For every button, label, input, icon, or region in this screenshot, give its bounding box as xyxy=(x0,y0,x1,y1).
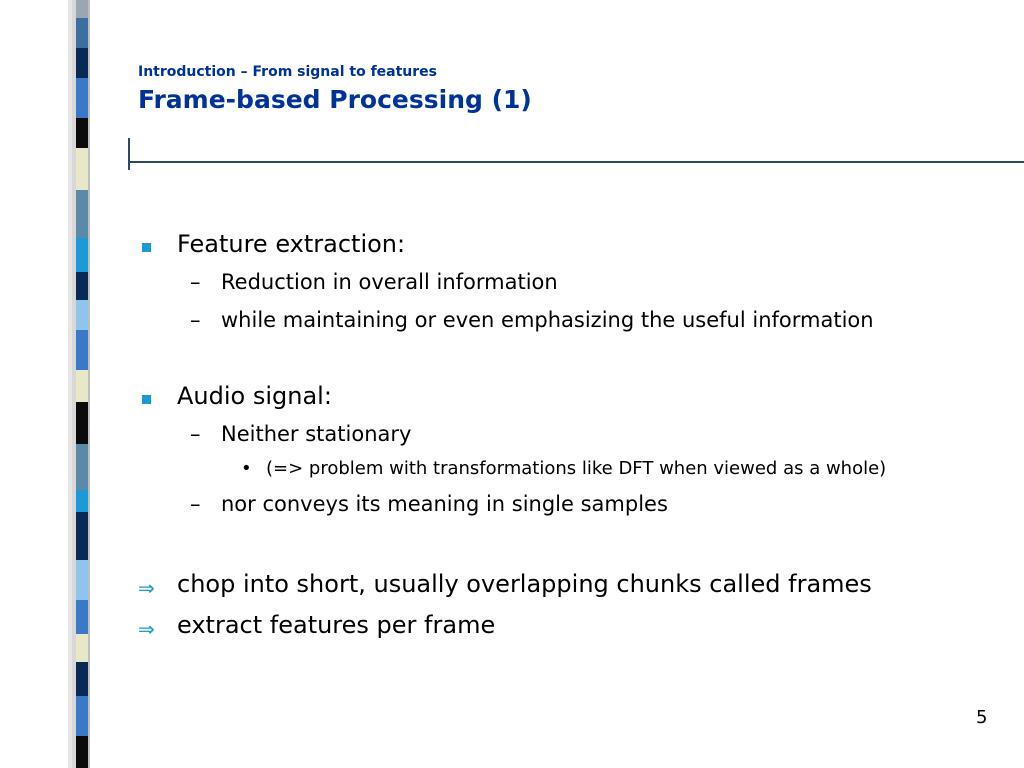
sub-bullet-neither-stationary: Neither stationary xyxy=(221,422,412,446)
stripe-segment xyxy=(76,444,88,490)
stripe-segment xyxy=(76,0,88,18)
dot-bullet-icon: • xyxy=(241,458,252,479)
stripe-segment xyxy=(76,402,88,444)
slide-subtitle: Introduction – From signal to features xyxy=(138,64,438,80)
stripe-segment xyxy=(76,48,88,78)
stripe-segment xyxy=(76,330,88,370)
stripe-segment xyxy=(76,512,88,560)
bullet-feature-extraction: Feature extraction: xyxy=(177,230,406,258)
implies-arrow-icon: ⇒ xyxy=(138,617,155,641)
stripe-segment xyxy=(76,490,88,512)
stripe-segment xyxy=(76,696,88,736)
left-decorative-stripe xyxy=(72,0,90,768)
sub-sub-bullet-dft-problem: (=> problem with transformations like DFT when viewed as a whole) xyxy=(266,458,887,479)
stripe-segment xyxy=(76,148,88,190)
bullet-audio-signal: Audio signal: xyxy=(177,382,332,410)
dash-bullet-icon: – xyxy=(190,270,201,294)
stripe-segment xyxy=(76,600,88,634)
stripe-segment xyxy=(76,272,88,300)
stripe-segment xyxy=(76,18,88,48)
title-rule-tick xyxy=(128,138,130,170)
conclusion-extract-features: extract features per frame xyxy=(177,611,496,639)
stripe-segment xyxy=(76,662,88,696)
stripe-segment xyxy=(76,370,88,402)
dash-bullet-icon: – xyxy=(190,308,201,332)
stripe-segment xyxy=(76,300,88,330)
sub-bullet-maintaining: while maintaining or even emphasizing the useful information xyxy=(221,308,874,332)
stripe-edge xyxy=(88,0,90,768)
square-bullet-icon xyxy=(142,395,151,404)
stripe-segment xyxy=(76,634,88,662)
conclusion-chop-frames: chop into short, usually overlapping chunks called frames xyxy=(177,570,872,598)
stripe-segment xyxy=(76,560,88,600)
dash-bullet-icon: – xyxy=(190,422,201,446)
stripe-segment xyxy=(76,736,88,768)
stripe-segment xyxy=(76,118,88,148)
stripe-segment xyxy=(76,190,88,238)
square-bullet-icon xyxy=(142,243,151,252)
stripe-segment xyxy=(76,238,88,272)
sub-bullet-reduction: Reduction in overall information xyxy=(221,270,558,294)
stripe-segment xyxy=(76,78,88,118)
dash-bullet-icon: – xyxy=(190,492,201,516)
title-rule xyxy=(128,161,1024,163)
sub-bullet-nor-conveys: nor conveys its meaning in single samples xyxy=(221,492,668,516)
slide-title: Frame-based Processing (1) xyxy=(138,85,532,114)
page-number: 5 xyxy=(976,707,988,728)
implies-arrow-icon: ⇒ xyxy=(138,576,155,600)
